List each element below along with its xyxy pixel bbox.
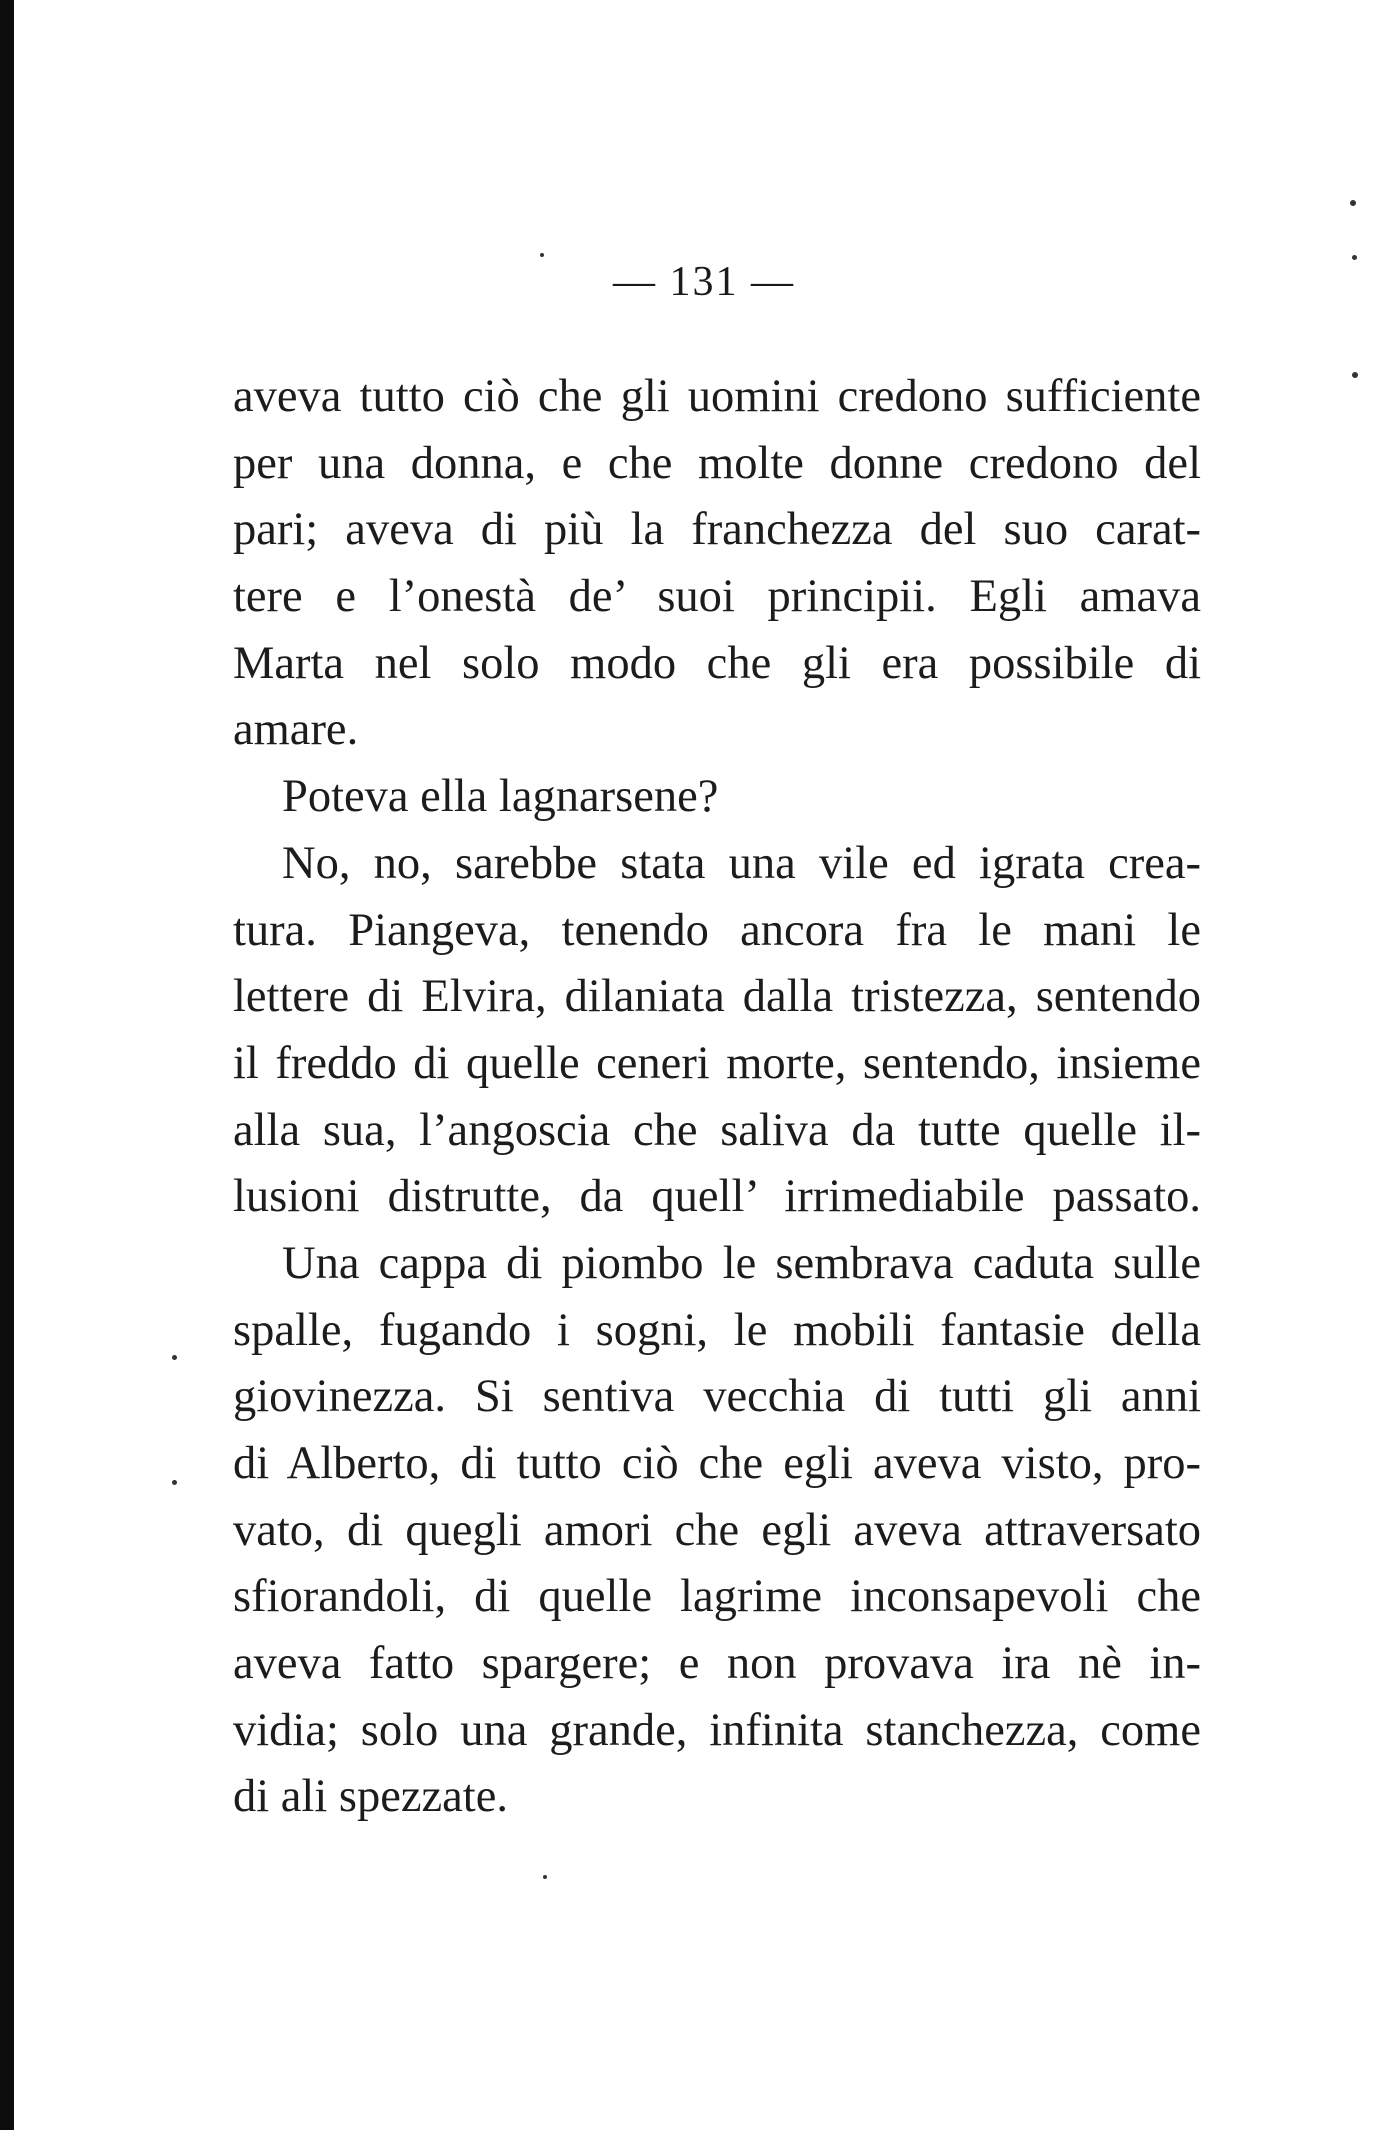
scan-speck — [1350, 200, 1356, 206]
text-line: lettere di Elvira, dilaniata dalla tristezza, sentendo — [233, 971, 1201, 1023]
text-line: Poteva ella lagnarsene? — [282, 771, 719, 823]
text-line: tura. Piangeva, tenendo ancora fra le mani le — [233, 904, 1201, 956]
text-line: per una donna, e che molte donne credono del — [233, 437, 1201, 489]
page-number: — 131 — — [613, 259, 795, 305]
scan-speck — [1352, 372, 1358, 378]
text-line: di Alberto, di tutto ciò che egli aveva visto, pro- — [233, 1438, 1201, 1489]
text-line: aveva tutto ciò che gli uomini credono sufficiente — [233, 371, 1201, 422]
text-line: No, no, sarebbe stata una vile ed igrata crea- — [282, 837, 1201, 889]
text-line: Marta nel solo modo che gli era possibile di — [233, 637, 1201, 689]
text-line: pari; aveva di più la franchezza del suo carat- — [233, 504, 1201, 556]
text-line: vidia; solo una grande, infinita stanchezza, come — [233, 1704, 1201, 1756]
scan-speck — [172, 1480, 177, 1485]
text-line: vato, di quegli amori che egli aveva attraversato — [233, 1504, 1201, 1556]
scan-speck — [540, 253, 544, 257]
text-line: sfiorandoli, di quelle lagrime inconsapevoli che — [233, 1571, 1201, 1623]
text-line: aveva fatto spargere; e non provava ira nè in- — [233, 1638, 1201, 1690]
text-line: giovinezza. Si sentiva vecchia di tutti gli anni — [233, 1371, 1201, 1423]
text-line: amare. — [233, 704, 359, 756]
text-line: tere e l’onestà de’ suoi principii. Egli amava — [233, 571, 1201, 623]
text-line: di ali spezzate. — [233, 1771, 508, 1823]
body-text — [233, 364, 1201, 1831]
text-line: alla sua, l’angoscia che saliva da tutte quelle il- — [233, 1104, 1201, 1156]
text-line: lusioni distrutte, da quell’ irrimediabile passato. — [233, 1171, 1201, 1223]
scan-speck — [1352, 255, 1357, 260]
text-line: spalle, fugando i sogni, le mobili fantasie della — [233, 1304, 1201, 1356]
binding-edge — [0, 0, 14, 2130]
text-line: Una cappa di piombo le sembrava caduta sulle — [282, 1237, 1201, 1289]
page-header — [0, 258, 1384, 306]
text-line: il freddo di quelle ceneri morte, sentendo, insieme — [233, 1037, 1201, 1089]
scan-speck — [172, 1355, 177, 1360]
scan-speck — [543, 1875, 547, 1879]
